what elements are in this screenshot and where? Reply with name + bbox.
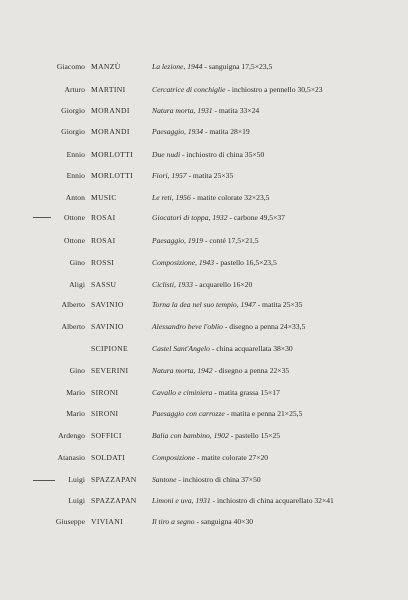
artist-last-name: SPAZZAPAN bbox=[91, 496, 137, 505]
artist-last-name: SIRONI bbox=[91, 388, 119, 397]
work-title: Balia con bambino, 1902 bbox=[152, 431, 229, 440]
entry-row bbox=[0, 104, 408, 118]
entry-row bbox=[0, 342, 408, 356]
work-details: - inchiostro a pennello 30,5×23 bbox=[225, 85, 323, 94]
entry-row bbox=[0, 125, 408, 139]
work-details: - conté 17,5×21,5 bbox=[203, 236, 259, 245]
artist-last-name: MORANDI bbox=[91, 127, 130, 136]
entry-row bbox=[0, 451, 408, 465]
work-description bbox=[152, 473, 261, 487]
entry-row bbox=[0, 320, 408, 334]
artist-first-name: Ottone bbox=[64, 236, 85, 245]
artist-first-name: Luigi bbox=[68, 496, 85, 505]
artist-last-name: ROSSI bbox=[91, 258, 115, 267]
entry-row bbox=[0, 83, 408, 97]
work-details: - matita 25×35 bbox=[186, 171, 234, 180]
work-details: - matita 33×24 bbox=[212, 106, 260, 115]
work-details: - matite colorate 27×20 bbox=[195, 453, 269, 462]
artist-last-name: MORLOTTI bbox=[91, 150, 134, 159]
work-description bbox=[152, 125, 250, 139]
work-description bbox=[152, 364, 289, 378]
entry-row bbox=[0, 169, 408, 183]
artist-first-name: Anton bbox=[65, 193, 85, 202]
work-description bbox=[152, 83, 323, 97]
work-details: - china acquarellata 38×30 bbox=[209, 344, 293, 353]
work-description bbox=[152, 234, 259, 248]
entry-row bbox=[0, 191, 408, 205]
artist-last-name: SCIPIONE bbox=[91, 344, 128, 353]
artist-first-name: Giorgio bbox=[61, 127, 85, 136]
artist-last-name: SAVINIO bbox=[91, 322, 124, 331]
entry-row bbox=[0, 407, 408, 421]
artist-first-name: Giorgio bbox=[61, 106, 85, 115]
work-title: Limoni e uva, 1931 bbox=[152, 496, 211, 505]
artist-last-name: MORLOTTI bbox=[91, 171, 134, 180]
work-title: Ciclisti, 1933 bbox=[152, 280, 193, 289]
artist-first-name: Ennio bbox=[66, 171, 85, 180]
artist-last-name: SIRONI bbox=[91, 409, 119, 418]
work-title: Due nudi bbox=[152, 150, 181, 159]
artist-last-name: MARTINI bbox=[91, 85, 126, 94]
work-description bbox=[152, 256, 277, 270]
work-details: - disegno a penna 22×35 bbox=[212, 366, 290, 375]
artist-first-name: Ennio bbox=[66, 150, 85, 159]
work-title: Fiori, 1957 bbox=[152, 171, 187, 180]
work-description bbox=[152, 60, 272, 74]
artist-last-name: SAVINIO bbox=[91, 300, 124, 309]
work-description bbox=[152, 451, 268, 465]
work-description bbox=[152, 298, 302, 312]
work-description bbox=[152, 191, 269, 205]
artist-first-name: Mario bbox=[66, 388, 85, 397]
artist-last-name: ROSAI bbox=[91, 236, 116, 245]
work-description bbox=[152, 320, 305, 334]
artist-first-name: Arturo bbox=[64, 85, 85, 94]
artist-last-name: VIVIANI bbox=[91, 517, 123, 526]
artist-last-name: ROSAI bbox=[91, 213, 116, 222]
work-details: - matita grassa 15×17 bbox=[212, 388, 280, 397]
work-details: - matita 25×35 bbox=[255, 300, 303, 309]
entry-row bbox=[0, 473, 408, 487]
work-description bbox=[152, 515, 253, 529]
work-description bbox=[152, 104, 259, 118]
work-title: Cercatrice di conchiglie bbox=[152, 85, 226, 94]
artist-last-name: SOLDATI bbox=[91, 453, 126, 462]
work-description bbox=[152, 148, 264, 162]
artist-first-name: Alberto bbox=[61, 322, 85, 331]
work-details: - pastello 16,5×23,5 bbox=[214, 258, 277, 267]
work-title: Paesaggio, 1934 bbox=[152, 127, 204, 136]
work-details: - matita e penna 21×25,5 bbox=[224, 409, 303, 418]
work-description bbox=[152, 429, 280, 443]
artist-first-name: Mario bbox=[66, 409, 85, 418]
work-details: - sanguigna 40×30 bbox=[194, 517, 254, 526]
work-details: - inchiostro di china acquarellato 32×41 bbox=[210, 496, 334, 505]
work-details: - carbone 49,5×37 bbox=[227, 213, 285, 222]
work-details: - inchiostro di china 35×50 bbox=[180, 150, 265, 159]
work-details: - matita 28×19 bbox=[203, 127, 250, 136]
work-description bbox=[152, 169, 233, 183]
work-title: Santone bbox=[152, 475, 177, 484]
work-details: - matite colorate 32×23,5 bbox=[190, 193, 270, 202]
artist-last-name: SOFFICI bbox=[91, 431, 122, 440]
entry-row bbox=[0, 256, 408, 270]
artist-last-name: MORANDI bbox=[91, 106, 130, 115]
work-title: Giocatori di toppa, 1932 bbox=[152, 213, 228, 222]
artist-first-name: Aligi bbox=[69, 280, 85, 289]
work-details: - pastello 15×25 bbox=[228, 431, 281, 440]
work-title: Torna la dea nel suo tempio, 1947 bbox=[152, 300, 256, 309]
work-description bbox=[152, 278, 252, 292]
artist-first-name: Luigi bbox=[68, 475, 85, 484]
artist-last-name: SEVERINI bbox=[91, 366, 129, 375]
work-description bbox=[152, 494, 334, 508]
artist-first-name: Alberto bbox=[61, 300, 85, 309]
work-title: Castel Sant'Angelo bbox=[152, 344, 210, 353]
work-title: Composizione bbox=[152, 453, 196, 462]
entry-row bbox=[0, 429, 408, 443]
work-title: Composizione, 1943 bbox=[152, 258, 215, 267]
work-title: Il tiro a segno bbox=[152, 517, 195, 526]
work-description bbox=[152, 342, 293, 356]
work-title: Cavallo e ciminiera bbox=[152, 388, 213, 397]
artist-first-name: Giuseppe bbox=[55, 517, 85, 526]
work-title: Le reti, 1956 bbox=[152, 193, 191, 202]
entry-row bbox=[0, 234, 408, 248]
work-title: Paesaggio con carrozze bbox=[152, 409, 225, 418]
entry-row bbox=[0, 298, 408, 312]
work-details: - sanguigna 17,5×23,5 bbox=[202, 62, 273, 71]
entry-row bbox=[0, 364, 408, 378]
work-title: Natura morta, 1931 bbox=[152, 106, 213, 115]
artist-last-name: SASSU bbox=[91, 280, 117, 289]
work-details: - disegno a penna 24×33,5 bbox=[222, 322, 306, 331]
entry-row bbox=[0, 278, 408, 292]
artist-first-name: Ardengo bbox=[58, 431, 85, 440]
work-title: Paesaggio, 1919 bbox=[152, 236, 204, 245]
work-description bbox=[152, 211, 285, 225]
artist-last-name: MUSIC bbox=[91, 193, 117, 202]
artist-last-name: SPAZZAPAN bbox=[91, 475, 137, 484]
entry-row bbox=[0, 494, 408, 508]
artist-first-name: Giacomo bbox=[56, 62, 85, 71]
artist-first-name: Ottone bbox=[64, 213, 85, 222]
artist-first-name: Atanasio bbox=[57, 453, 85, 462]
work-title: Natura morta, 1942 bbox=[152, 366, 213, 375]
artist-first-name: Gino bbox=[69, 258, 85, 267]
work-title: La lezione, 1944 bbox=[152, 62, 203, 71]
work-details: - inchiostro di china 37×50 bbox=[176, 475, 261, 484]
entry-row bbox=[0, 515, 408, 529]
work-title: Alessandro beve l'oblio bbox=[152, 322, 223, 331]
work-details: - acquarello 16×20 bbox=[192, 280, 253, 289]
work-description bbox=[152, 407, 302, 421]
work-description bbox=[152, 386, 280, 400]
artist-first-name: Gino bbox=[69, 366, 85, 375]
entry-row bbox=[0, 148, 408, 162]
entry-row bbox=[0, 60, 408, 74]
entry-row bbox=[0, 386, 408, 400]
artist-last-name: MANZÙ bbox=[91, 62, 121, 71]
entry-row bbox=[0, 211, 408, 225]
